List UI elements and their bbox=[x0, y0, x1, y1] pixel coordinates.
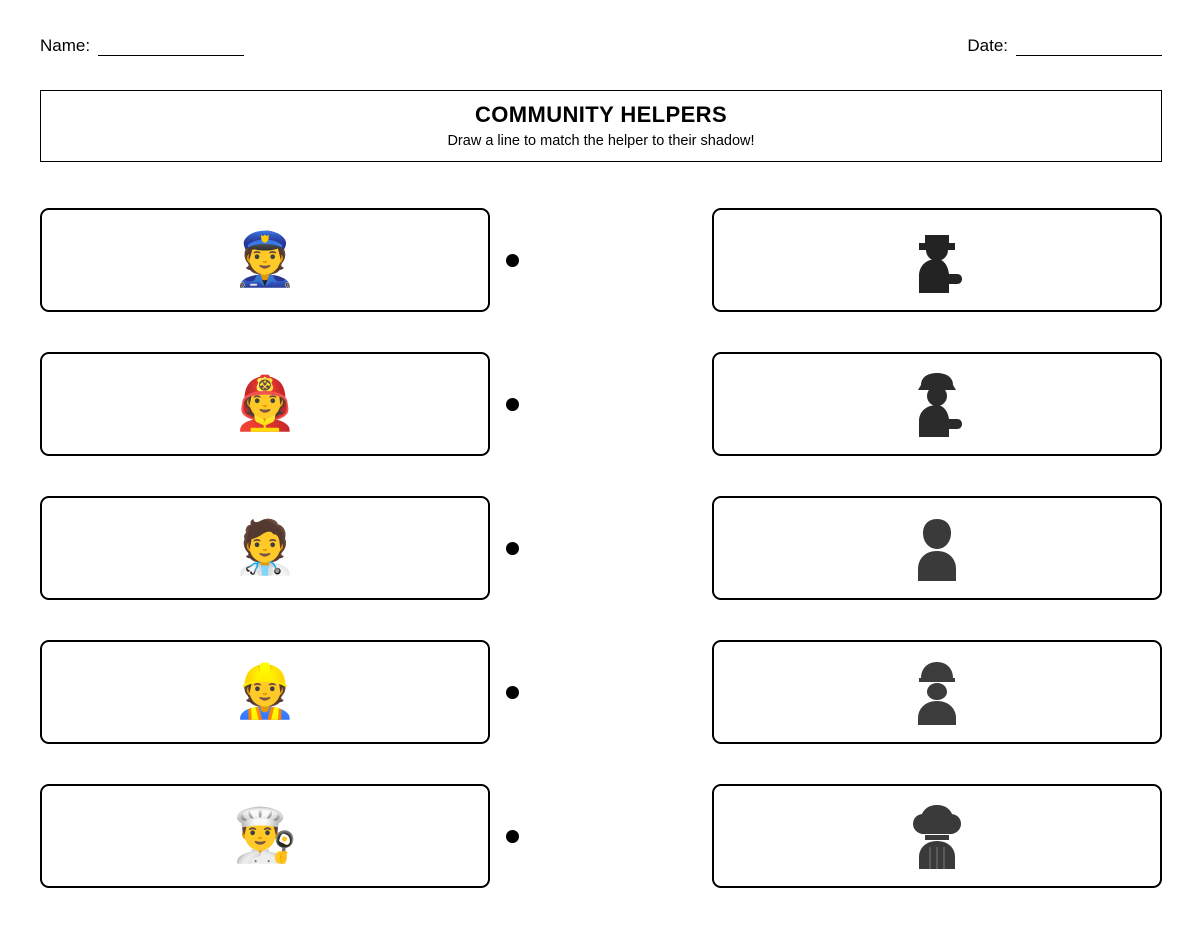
helper-card-chef[interactable] bbox=[40, 784, 490, 888]
connector-dot-left[interactable] bbox=[506, 830, 519, 843]
doctor-icon: 🧑‍⚕️ bbox=[232, 519, 298, 577]
helper-card-firefighter[interactable] bbox=[40, 352, 490, 456]
match-row bbox=[40, 496, 1162, 600]
shadow-card-chef[interactable] bbox=[712, 784, 1162, 888]
police-officer-icon: 👮 bbox=[232, 231, 298, 289]
match-row bbox=[40, 784, 1162, 888]
shadow-card-firefighter[interactable] bbox=[712, 352, 1162, 456]
helper-card-police-officer[interactable] bbox=[40, 208, 490, 312]
title-box bbox=[40, 90, 1162, 162]
shadow-card-police-officer[interactable] bbox=[712, 208, 1162, 312]
instructions-text: Draw a line to match the helper to their shadow! bbox=[447, 132, 755, 149]
connector-dot-left[interactable] bbox=[506, 398, 519, 411]
name-field bbox=[40, 36, 244, 56]
match-row bbox=[40, 640, 1162, 744]
match-row bbox=[40, 352, 1162, 456]
connector-dot-left[interactable] bbox=[506, 542, 519, 555]
name-label: Name: bbox=[40, 36, 91, 55]
page-title: COMMUNITY HELPERS bbox=[474, 101, 728, 127]
shadow-card-construction-worker[interactable] bbox=[712, 640, 1162, 744]
match-row bbox=[40, 208, 1162, 312]
construction-worker-shadow-icon bbox=[905, 659, 969, 725]
connector-dot-left[interactable] bbox=[506, 686, 519, 699]
police-officer-shadow-icon bbox=[905, 227, 969, 293]
helper-card-construction-worker[interactable] bbox=[40, 640, 490, 744]
date-label: Date: bbox=[967, 36, 1008, 55]
firefighter-shadow-icon bbox=[905, 371, 969, 437]
construction-worker-icon: 👷 bbox=[232, 663, 298, 721]
date-field bbox=[967, 36, 1162, 56]
connector-dot-left[interactable] bbox=[506, 254, 519, 267]
worksheet-meta-row bbox=[40, 36, 1162, 64]
helper-card-doctor[interactable] bbox=[40, 496, 490, 600]
matching-area bbox=[40, 208, 1162, 888]
firefighter-icon: 🧑‍🚒 bbox=[232, 375, 298, 433]
chef-shadow-icon bbox=[905, 803, 969, 869]
shadow-card-doctor[interactable] bbox=[712, 496, 1162, 600]
doctor-shadow-icon bbox=[905, 515, 969, 581]
chef-icon: 👨‍🍳 bbox=[232, 807, 298, 865]
date-write-line[interactable] bbox=[1016, 40, 1162, 56]
name-write-line[interactable] bbox=[98, 40, 244, 56]
